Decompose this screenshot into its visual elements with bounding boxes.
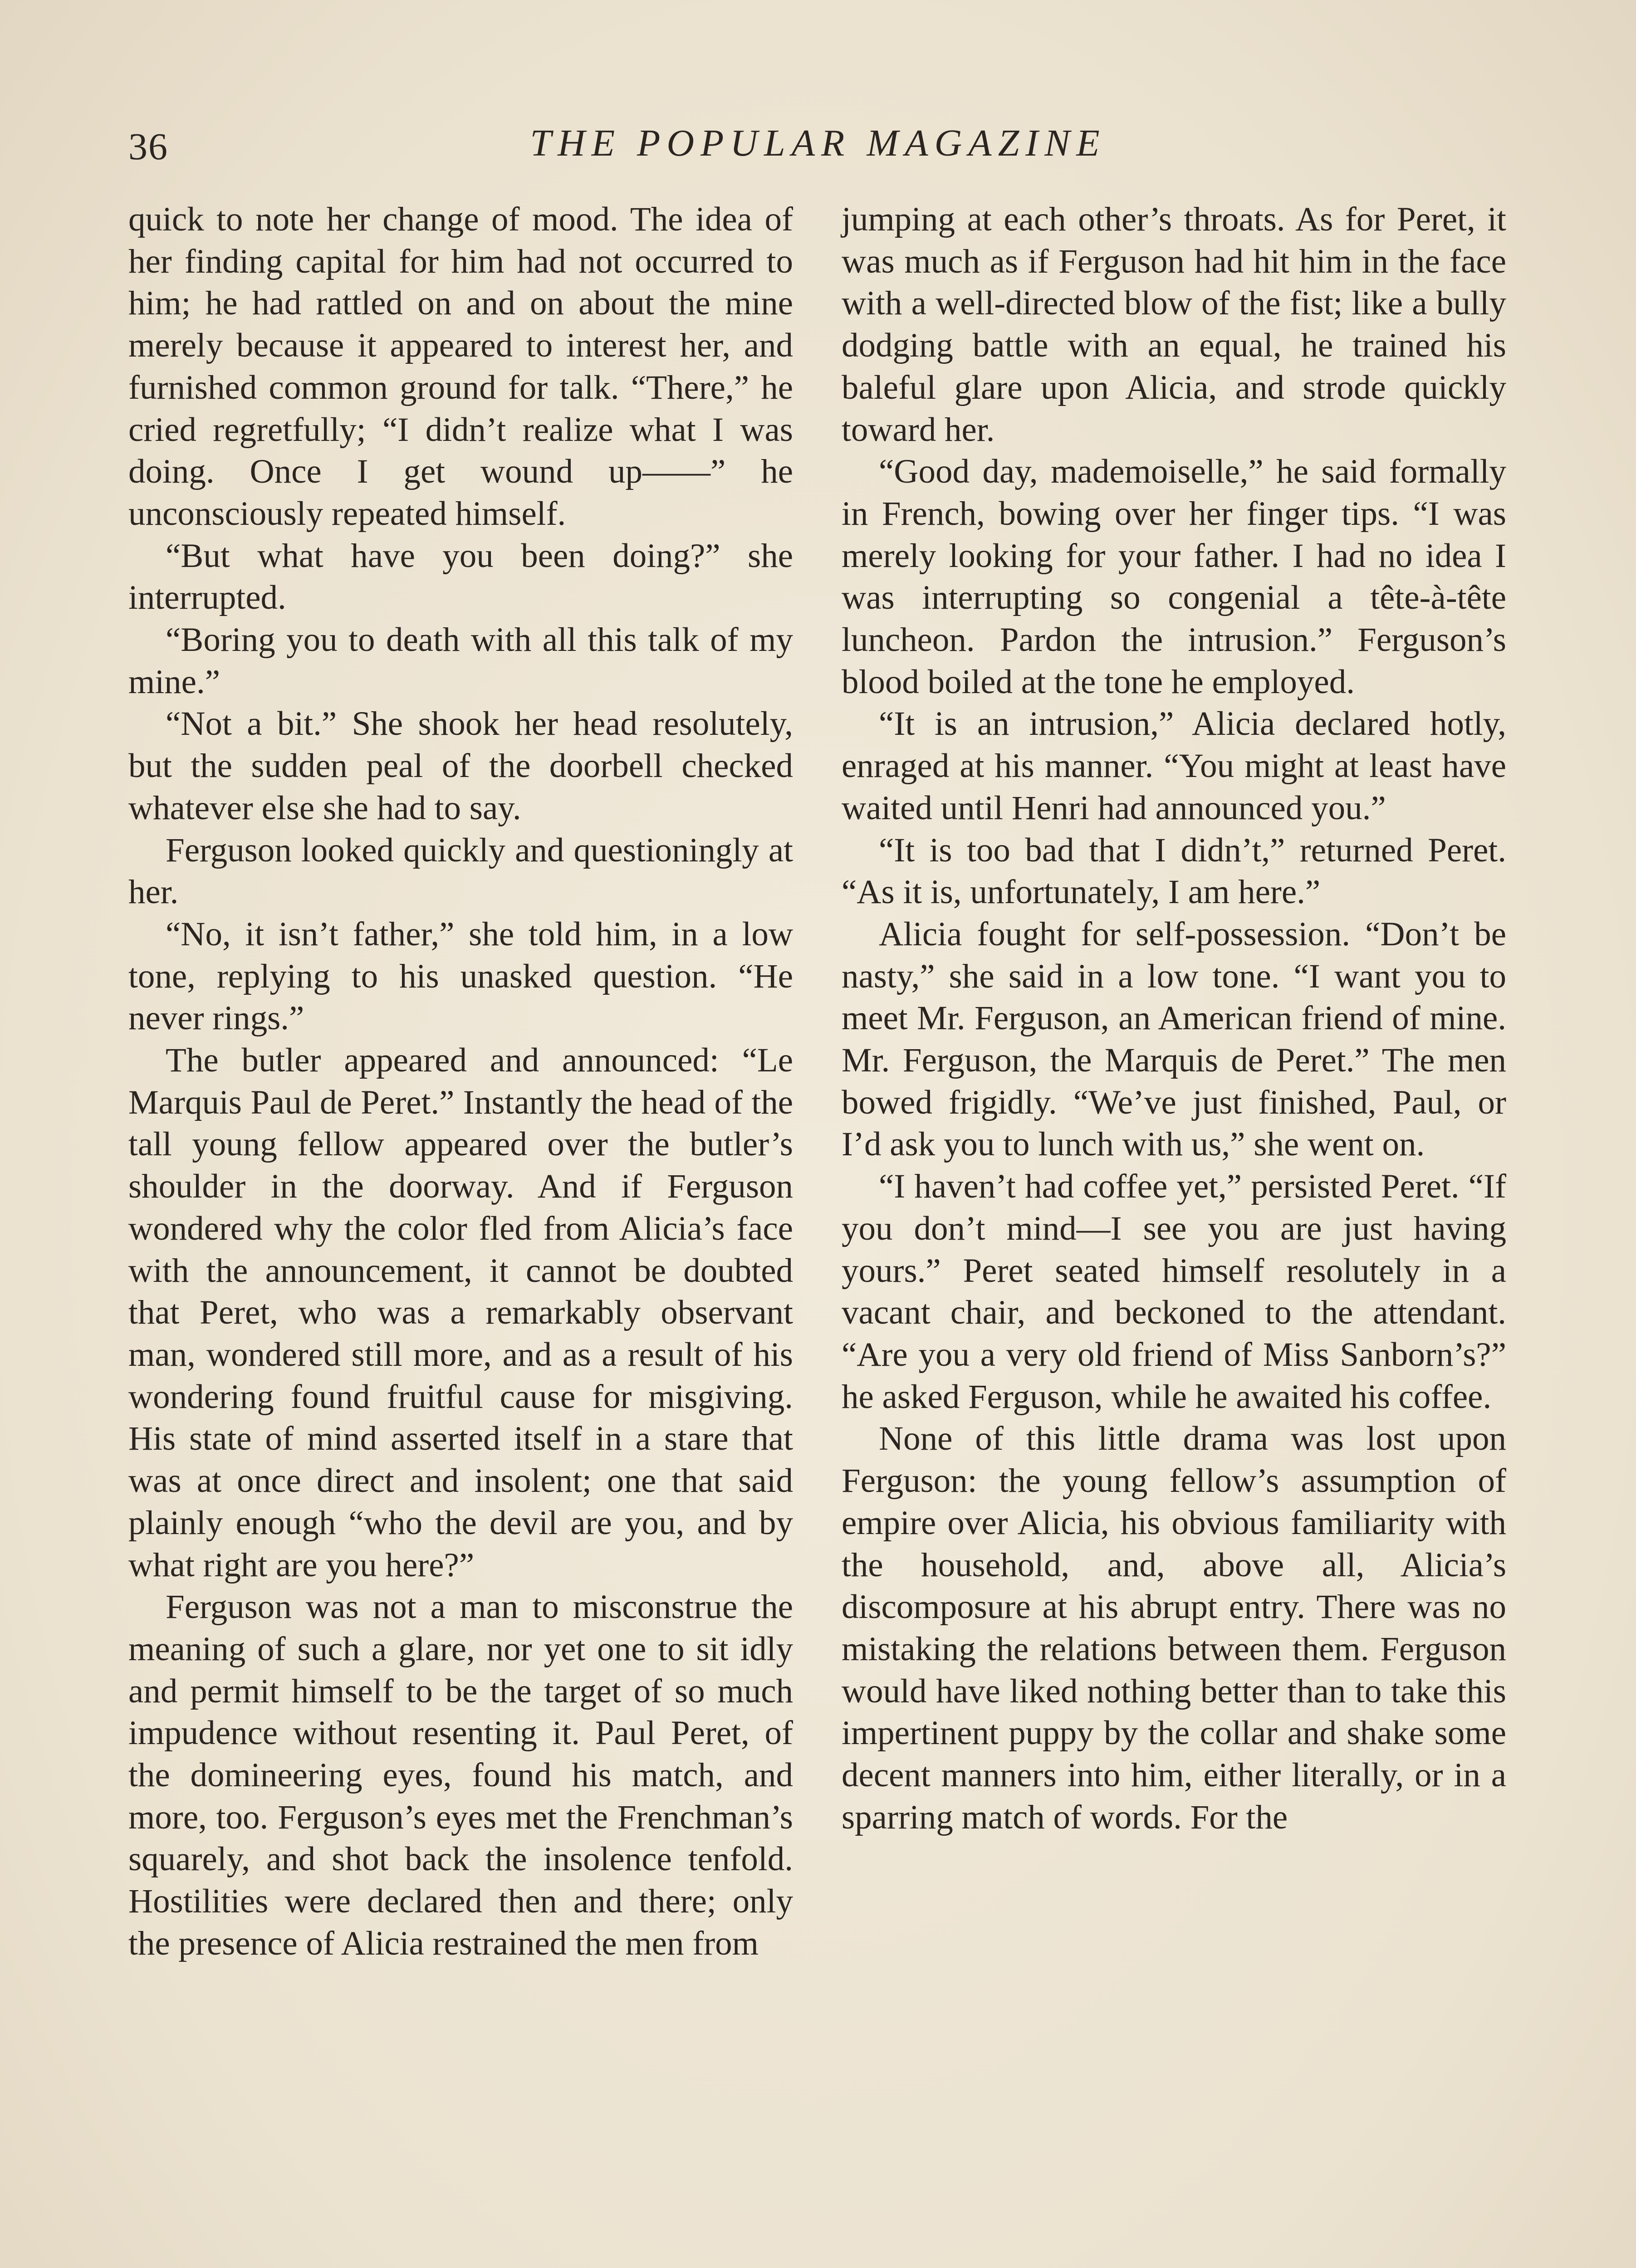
paragraph: jumping at each other’s throats. As for Peret, it was much as if Ferguson had hit him in the face with a well-directed blow of the fist; like a bully dodging battle with an equal, he trained his baleful glare upon Alicia, and strode quickly toward her. (842, 200, 1506, 449)
page-number: 36 (128, 126, 168, 168)
paragraph: quick to note her change of mood. The idea of her finding capital for him had not occurred to him; he had rattled on and on about the mine merely because it appeared to interest her, and furnished common ground for talk. “There,” he cried regretfully; “I didn’t realize what I was doing. Once I get wound up——” he unconsciously repeated himself. (128, 200, 793, 533)
paragraph: “Boring you to death with all this talk of my mine.” (128, 621, 793, 701)
paragraph: Alicia fought for self-possession. “Don’t be nasty,” she said in a low tone. “I want you to meet Mr. Ferguson, an American friend of mine. Mr. Ferguson, the Marquis de Peret.” The men bowed frigidly. “We’ve just finished, Paul, or I’d ask you to lunch with us,” she went on. (842, 915, 1506, 1163)
page-header (128, 116, 1508, 175)
paragraph: “It is an intrusion,” Alicia declared hotly, enraged at his manner. “You might at least have waited until Henri had announced you.” (842, 705, 1506, 827)
magazine-title: THE POPULAR MAGAZINE (530, 122, 1106, 164)
paragraph: “I haven’t had coffee yet,” persisted Peret. “If you don’t mind—I see you are just having yours.” Peret seated himself resolutely in a vacant chair, and beckoned to the attendant. “Are you a very old friend of Miss Sanborn’s?” he asked Ferguson, while he awaited his coffee. (842, 1168, 1506, 1416)
paragraph: Ferguson looked quickly and questioningly at her. (128, 831, 793, 911)
right-text-column (842, 199, 1506, 1838)
paragraph: The butler appeared and announced: “Le Marquis Paul de Peret.” Instantly the head of the tall young fellow appeared over the butler’s shoulder in the doorway. And if Ferguson wondered why the color fled from Alicia’s face with the announcement, it cannot be doubted that Peret, who was a remarkably observant man, wondered still more, and as a result of his wondering found fruitful cause for misgiving. His state of mind asserted itself in a stare that was at once direct and insolent; one that said plainly enough “who the devil are you, and by what right are you here?” (128, 1041, 793, 1584)
paragraph: Ferguson was not a man to misconstrue the meaning of such a glare, nor yet one to sit idly and permit himself to be the target of so much impudence without resenting it. Paul Peret, of the domineering eyes, found his match, and more, too. Ferguson’s eyes met the Frenchman’s squarely, and shot back the insolence tenfold. Hostilities were declared then and there; only the presence of Alicia restrained the men from (128, 1588, 793, 1962)
paragraph: None of this little drama was lost upon Ferguson: the young fellow’s assumption of empire over Alicia, his obvious familiarity with the household, and, above all, Alicia’s discomposure at his abrupt entry. There was no mistaking the relations between them. Ferguson would have liked nothing better than to take this impertinent puppy by the collar and shake some decent manners into him, either literally, or in a sparring match of words. For the (842, 1420, 1506, 1836)
paragraph: “Good day, mademoiselle,” he said formally in French, bowing over her finger tips. “I was merely looking for your father. I had no idea I was interrupting so congenial a tête-à-tête luncheon. Pardon the intrusion.” Ferguson’s blood boiled at the tone he employed. (842, 453, 1506, 701)
left-text-column (128, 199, 793, 1965)
paragraph: “It is too bad that I didn’t,” returned Peret. “As it is, unfortunately, I am here.” (842, 831, 1506, 911)
paragraph: “But what have you been doing?” she interrupted. (128, 537, 793, 617)
paragraph: “No, it isn’t father,” she told him, in a low tone, replying to his unasked question. “He never rings.” (128, 915, 793, 1037)
paragraph: “Not a bit.” She shook her head resolutely, but the sudden peal of the doorbell checked whatever else she had to say. (128, 705, 793, 827)
